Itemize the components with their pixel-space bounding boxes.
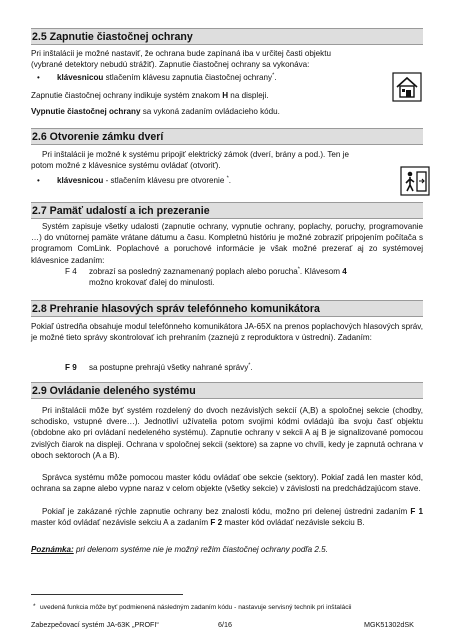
s28-cmd-text: sa postupne prehrajú všetky nahrané správy: [89, 363, 249, 372]
section-2-5-heading: 2.5 Zapnutie čiastočnej ochrany: [31, 28, 423, 45]
note-text: pri delenom systéme nie je možný režim čiastočnej ochrany podľa 2.5.: [73, 545, 328, 554]
s27-cmd-key2: 4: [342, 267, 347, 276]
s26-bullet-bold: klávesnicou: [57, 176, 104, 185]
s29-para3-key1: F 1: [410, 507, 423, 516]
s25-para1-line1: Pri inštalácii je možné nastaviť, že ochrana bude zapínaná iba v určitej časti objektu: [31, 49, 331, 58]
footnote-rule: [31, 594, 183, 595]
s25-para2: [31, 90, 269, 101]
s29-para3: [31, 506, 423, 528]
s25-para3-bold: Vypnutie čiastočnej ochrany: [31, 107, 141, 116]
s29-para3-text-b: master kód ovládať nezávisle sekciu A a zadaním: [31, 518, 211, 528]
footnote-marker: *: [272, 72, 275, 79]
s25-para2-bold: H: [222, 91, 229, 100]
s27-para1: Systém zapisuje všetky udalosti (zapnutie ochrany, vypnutie ochrany, poplachy, poruchy, programovanie …) do vnútornej pamäte vrátane dátumu a času. Kompletnú históriu je možné zobraziť pripojením počítača s programom ComLink. Poplachové a poruchové informácie je však možné prezerať aj zo systémovej klávesnice zadaním:: [31, 222, 423, 265]
section-2-7-heading: 2.7 Pamäť udalostí a ich prezeranie: [31, 202, 423, 219]
footnote-marker: *: [248, 362, 251, 369]
s25-para2-end: na displeji.: [228, 91, 269, 100]
footnote-marker: *: [297, 266, 300, 273]
section-2-8-heading: 2.8 Prehranie hlasových správ telefónneho komunikátora: [31, 300, 423, 317]
s26-bullet: klávesnicou - stlačením klávesu pre otvorenie *.: [57, 175, 231, 185]
section-2-6-heading: 2.6 Otvorenie zámku dverí: [31, 128, 423, 145]
s28-cmd-key: F 9: [65, 363, 77, 372]
s26-para1-line1: Pri inštalácii je možné k systému pripojiť elektrický zámok (dverí, brány a pod.). Ten je: [42, 150, 349, 159]
s26-para1-line2: potom možné z klávesnice systému ovládať (otvoriť).: [31, 161, 221, 170]
s27-cmd-line1: [89, 266, 347, 277]
bullet-dot: •: [37, 73, 40, 82]
footnote-marker: *: [226, 175, 229, 182]
s29-para3-key2: F 2: [210, 518, 223, 528]
note-label: Poznámka:: [31, 545, 74, 554]
door-lock-icon: [400, 166, 430, 196]
footnote-text: uvedená funkcia môže byť podmienená následným zadaním kódu - nastavuje servisný technik pri inštalácii: [40, 604, 352, 611]
s28-cmd-line: sa postupne prehrajú všetky nahrané správy*.: [89, 362, 253, 372]
s25-para1-line2: (vybrané detektory nebudú strážiť). Zapnutie čiastočnej ochrany sa vykonáva:: [31, 60, 310, 69]
section-2-9-heading: 2.9 Ovládanie deleného systému: [31, 382, 423, 399]
s28-para1: Pokiaľ ústredňa obsahuje modul telefónneho komunikátora JA-65X na prenos poplachových hlasových správ, je možné tieto správy skontrolovať ich prehraním (zaznejú z reproduktora v ústredni). Zadaním:: [31, 322, 423, 343]
s29-para1: Pri inštalácii môže byť systém rozdelený do dvoch nezávislých sekcií (A,B) a spoločnej sekcie (chodby, schodisko, vstupné dvere…). Jednotliví užívatelia potom svojimi kódmi ovládajú iba svoju časť objektu (obdobne ako pri ovládaní nedeleného systému). Zapnutie ochrany v sekcii A aj B je signalizované pomocou zvislých čiarok na displeji. Ochrana v spoločnej sekcii (sektore) sa zapne vo chvíli, kedy je zapnutá ochrana v oboch sektoroch (A a B).: [31, 406, 423, 460]
s25-para3: [31, 106, 280, 117]
s29-para2: Správca systému môže pomocou master kódu ovládať obe sekcie (sektory). Pokiaľ zadá len master kód, ochrana sa zapne alebo vypne naraz v celom objekte (všetky sekcie) v závislosti na predchádzajúcom stave.: [31, 473, 423, 494]
footer-page-number: 6/16: [218, 620, 232, 629]
partial-arm-house-icon: [392, 72, 422, 102]
s25-bullet: klávesnicou stlačením klávesu zapnutia čiastočnej ochrany*.: [57, 72, 277, 82]
footnote-marker: *: [33, 603, 36, 610]
bullet-dot: •: [37, 176, 40, 185]
footer-right: MGK51302dSK: [364, 620, 414, 629]
s27-cmd-key: F 4: [65, 267, 77, 276]
footer-left: Zabezpečovací systém JA-63K „PROFI“: [31, 620, 159, 629]
s27-cmd-text: zobrazí sa posledný zaznamenaný poplach alebo porucha: [89, 267, 298, 276]
s25-bullet-bold: klávesnicou: [57, 73, 104, 82]
s25-bullet-text: stlačením klávesu zapnutia čiastočnej ochrany: [103, 73, 273, 82]
s29-note: [31, 544, 328, 555]
s27-cmd-line2: možno krokovať ďalej do minulosti.: [89, 278, 215, 287]
s26-bullet-text: - stlačením klávesu pre otvorenie: [103, 176, 227, 185]
s29-para3-text-a: Pokiaľ je zakázané rýchle zapnutie ochrany bez znalosti kódu, možno pri delenej ústredni zadaním: [42, 507, 411, 516]
s25-para2-text: Zapnutie čiastočnej ochrany indikuje systém znakom: [31, 91, 223, 100]
s27-cmd-text-b: . Klávesom: [299, 267, 343, 276]
s25-para3-text: sa vykoná zadaním ovládacieho kódu.: [140, 107, 280, 116]
s29-para3-text-c: master kód ovládať nezávisle sekciu B.: [222, 518, 365, 528]
